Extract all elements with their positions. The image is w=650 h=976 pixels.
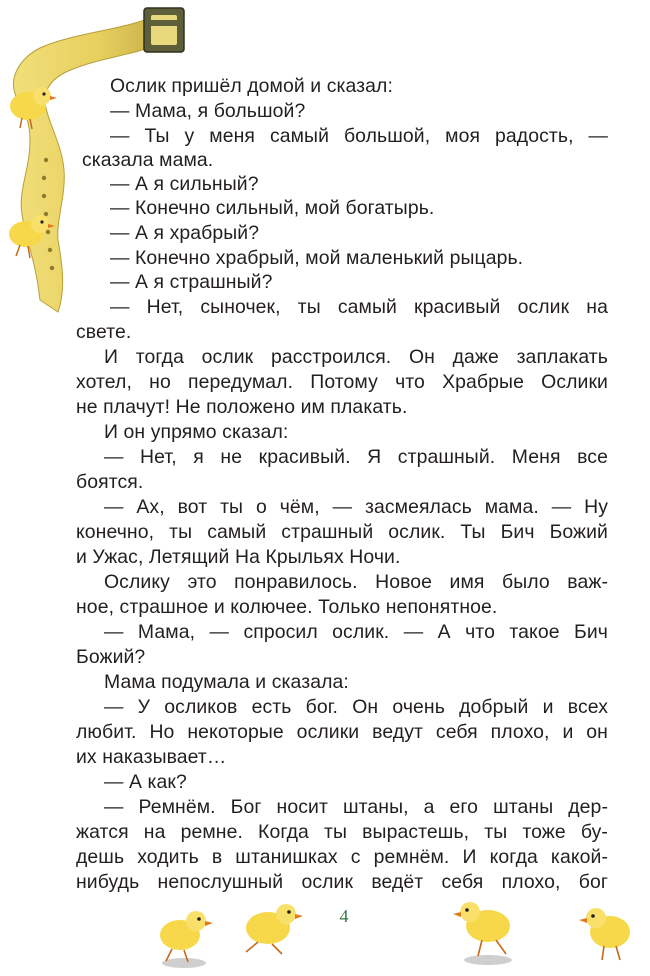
text-line: — Мама, — спросил ослик. — А что такое Бич	[104, 621, 608, 643]
text-line: — У осликов есть бог. Он очень добрый и всех	[104, 696, 608, 718]
text-line: — Ремнём. Бог носит штаны, а его штаны дер-	[104, 796, 608, 818]
chick-icon	[232, 900, 312, 960]
text-line: — А я сильный?	[110, 173, 259, 195]
text-line: хотел, но передумал. Потому что Храбрые Ослики	[76, 371, 608, 393]
text-line: Ослику это понравилось. Новое имя было важ-	[104, 571, 608, 593]
text-line: свете.	[76, 321, 132, 343]
text-line: — Конечно храбрый, мой маленький рыцарь.	[110, 247, 524, 269]
text-line: Божий?	[76, 646, 146, 668]
text-line: ное, страшное и колючее. Только непонятное.	[76, 596, 498, 618]
text-line: — А я страшный?	[110, 271, 273, 293]
buckle-icon	[144, 8, 184, 52]
text-line: сказала мама.	[82, 149, 214, 171]
chick-icon	[448, 898, 528, 970]
text-line: их наказывает…	[76, 746, 227, 768]
text-line: И он упрямо сказал:	[104, 421, 289, 443]
chick-icon	[572, 900, 644, 968]
text-line: — Нет, сыночек, ты самый красивый ослик на	[110, 296, 608, 318]
text-line: — А я храбрый?	[110, 222, 260, 244]
page-number: 4	[339, 906, 349, 926]
text-line: Ослик пришёл домой и сказал:	[110, 75, 393, 97]
text-line: конечно, ты самый страшный ослик. Ты Бич Божий	[76, 521, 608, 543]
text-line: — Ты у меня самый большой, моя радость, —	[110, 125, 608, 147]
text-line: — Конечно сильный, мой богатырь.	[110, 197, 435, 219]
text-line: боятся.	[76, 471, 144, 493]
text-line: — А как?	[104, 771, 187, 793]
text-line: дешь ходить в штанишках с ремнём. И когда какой-	[76, 846, 608, 868]
text-line: нибудь непослушный ослик ведёт себя плохо, бог	[76, 871, 608, 893]
text-line: любит. Но некоторые ослики ведут себя плохо, и он	[76, 721, 608, 743]
text-line: — Нет, я не красивый. Я страшный. Меня все	[104, 446, 608, 468]
text-line: не плачут! Не положено им плакать.	[76, 396, 408, 418]
text-line: Мама подумала и сказала:	[104, 671, 349, 693]
text-line: жатся на ремне. Когда ты вырастешь, ты тоже бу-	[76, 821, 608, 843]
text-line: и Ужас, Летящий На Крыльях Ночи.	[76, 546, 401, 568]
text-line: — Мама, я большой?	[110, 100, 306, 122]
text-line: — Ах, вот ты о чём, — засмеялась мама. — Ну	[104, 496, 608, 518]
chick-icon	[150, 905, 220, 971]
text-line: И тогда ослик расстроился. Он даже заплакать	[104, 346, 608, 368]
